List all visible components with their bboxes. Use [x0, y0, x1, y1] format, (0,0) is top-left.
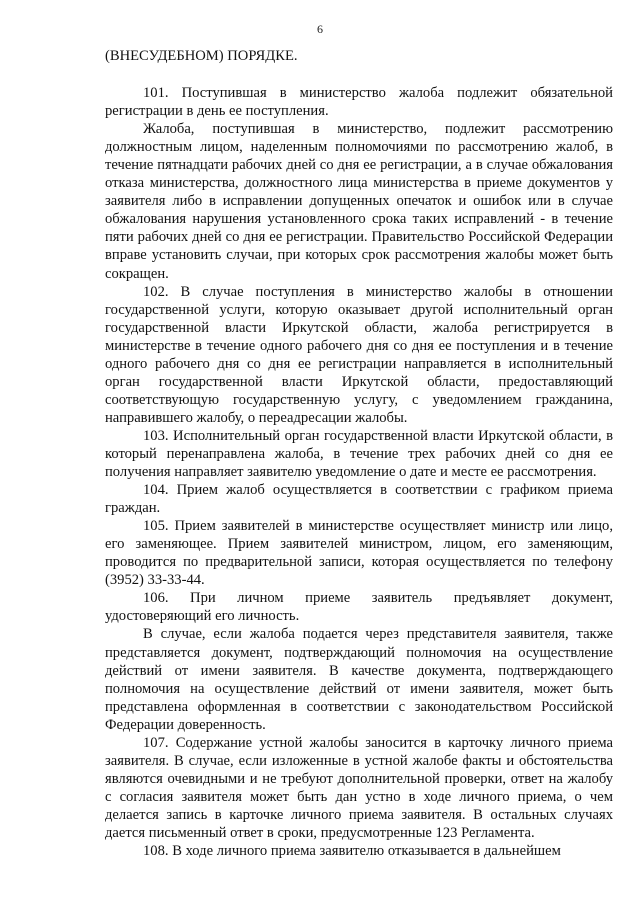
page-number: 6	[317, 22, 323, 36]
paragraph-107: 107. Содержание устной жалобы заносится в карточку личного приема заявителя. В случае, если изложенные в устной жалобе факты и обстоятельства являются очевидными и не требуют дополнительной проверки, ответ на жалобу с согласия заявителя может быть дан устно в ходе личного приема, о чем делается запись в карточке личного приема заявителя. В остальных случаях дается письменный ответ в сроки, предусмотренные 123 Регламента.	[105, 734, 613, 841]
document-body	[105, 47, 613, 860]
paragraph-108: 108. В ходе личного приема заявителю отказывается в дальнейшем	[143, 843, 561, 860]
paragraph-101: 101. Поступившая в министерство жалоба подлежит обязательной регистрации в день ее поступления.	[105, 85, 613, 120]
paragraph-106: 106. При личном приеме заявитель предъявляет документ, удостоверяющий его личность.	[105, 590, 613, 625]
paragraph-104: 104. Прием жалоб осуществляется в соответствии с графиком приема граждан.	[105, 482, 613, 517]
section-heading: (ВНЕСУДЕБНОМ) ПОРЯДКЕ.	[105, 48, 298, 64]
paragraph-105: 105. Прием заявителей в министерстве осуществляет министр или лицо, его заменяющее. Прием заявителей министром, лицом, его заменяющим, проводится по предварительной записи, которая осуществляется по телефону (3952) 33-33-44.	[105, 518, 613, 589]
paragraph-101-complaint-review: Жалоба, поступившая в министерство, подлежит рассмотрению должностным лицом, наделенным полномочиями по рассмотрению жалоб, в течение пятнадцати рабочих дней со дня ее регистрации, а в случае обжалования отказа министерства, должностного лица министерства в приеме документов у заявителя либо в исправлении допущенных опечаток и ошибок или в случае обжалования нарушения установленного срока таких исправлений - в течение пяти рабочих дней со дня ее регистрации. Правительство Российской Федерации вправе установить случаи, при которых срок рассмотрения жалобы может быть сокращен.	[105, 121, 613, 282]
paragraph-106-representative: В случае, если жалоба подается через представителя заявителя, также представляется документ, подтверждающий полномочия на осуществление действий от имени заявителя. В качестве документа, подтверждающего полномочия на осуществление действий от имени заявителя, может быть представлена оформленная в соответствии с законодательством Российской Федерации доверенность.	[105, 626, 613, 733]
paragraph-103: 103. Исполнительный орган государственной власти Иркутской области, в который перенаправлена жалоба, в течение трех рабочих дней со дня ее получения направляет заявителю уведомление о дате и месте ее рассмотрения.	[105, 427, 613, 481]
paragraph-102: 102. В случае поступления в министерство жалобы в отношении государственной услуги, которую оказывает другой исполнительный орган государственной власти Иркутской области, жалоба регистрируется в министерстве в течение одного рабочего дня со дня ее поступления и в течение одного рабочего дня со дня ее регистрации направляется в исполнительный орган государственной власти Иркутской области, предоставляющий соответствующую государственную услугу, с уведомлением гражданина, направившего жалобу, о переадресации жалобы.	[105, 283, 613, 426]
